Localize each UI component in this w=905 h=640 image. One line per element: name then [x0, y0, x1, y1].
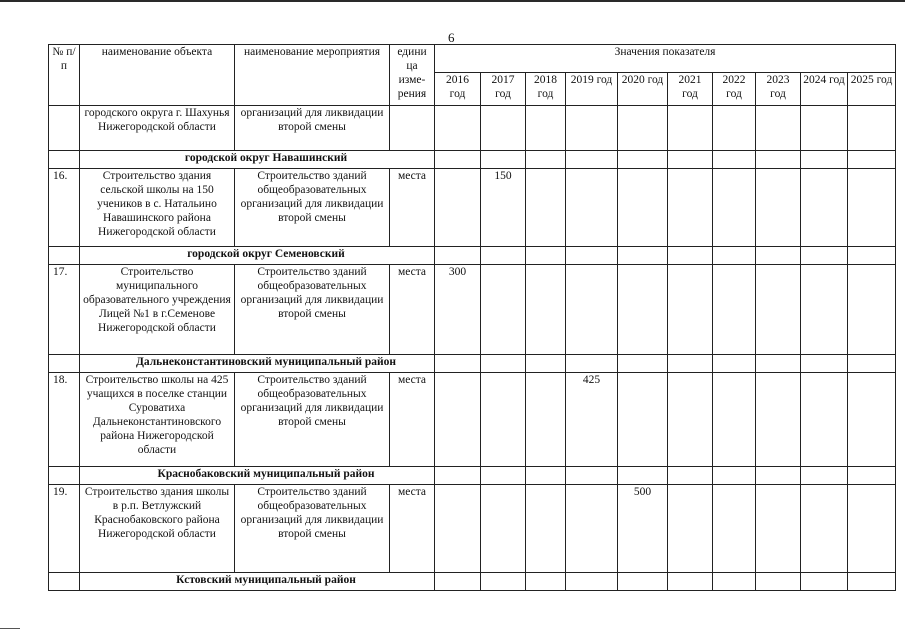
row-number: 18. — [49, 373, 80, 467]
value-cell — [566, 265, 618, 355]
section-empty-cell — [713, 573, 756, 591]
section-row — [49, 151, 896, 169]
section-empty-cell — [668, 573, 713, 591]
value-cell — [756, 373, 801, 467]
value-cell: 300 — [435, 265, 481, 355]
section-row — [49, 573, 896, 591]
row-number: 19. — [49, 485, 80, 573]
indicator-table — [48, 44, 896, 591]
value-cell — [713, 106, 756, 151]
section-empty-cell — [668, 355, 713, 373]
header-year: 2024 год — [801, 73, 848, 106]
value-cell — [801, 106, 848, 151]
section-empty-cell — [801, 467, 848, 485]
value-cell — [848, 106, 896, 151]
section-empty-cell — [481, 467, 526, 485]
object-name: Строительство муниципального образовательного учреждения Лицей №1 в г.Семенове Нижегородской области — [80, 265, 235, 355]
value-cell — [668, 169, 713, 247]
header-unit: едини ца изме- рения — [390, 45, 435, 106]
section-empty-cell — [618, 355, 668, 373]
unit-cell: места — [390, 169, 435, 247]
measure-name: организаций для ликвидации второй смены — [235, 106, 390, 151]
table-row — [49, 373, 896, 467]
section-empty-cell — [756, 467, 801, 485]
section-empty-cell — [526, 467, 566, 485]
section-title: Дальнеконстантиновский муниципальный район — [80, 355, 435, 373]
scan-edge-line — [0, 0, 905, 2]
section-empty-cell — [435, 573, 481, 591]
value-cell — [848, 485, 896, 573]
section-empty-cell — [618, 247, 668, 265]
section-empty-cell — [848, 467, 896, 485]
measure-name: Строительство зданий общеобразовательных организаций для ликвидации второй смены — [235, 265, 390, 355]
value-cell — [566, 169, 618, 247]
header-values-title: Значения показателя — [435, 45, 896, 73]
section-empty-cell — [526, 355, 566, 373]
section-no-cell — [49, 467, 80, 485]
table-row — [49, 485, 896, 573]
value-cell — [526, 169, 566, 247]
header-measure: наименование мероприятия — [235, 45, 390, 106]
section-empty-cell — [668, 151, 713, 169]
measure-name: Строительство зданий общеобразовательных организаций для ликвидации второй смены — [235, 485, 390, 573]
section-empty-cell — [435, 247, 481, 265]
unit-cell — [390, 106, 435, 151]
value-cell — [848, 169, 896, 247]
value-cell — [756, 485, 801, 573]
section-empty-cell — [848, 151, 896, 169]
section-empty-cell — [435, 151, 481, 169]
header-year: 2020 год — [618, 73, 668, 106]
section-no-cell — [49, 573, 80, 591]
unit-cell: места — [390, 265, 435, 355]
value-cell — [481, 373, 526, 467]
value-cell — [713, 169, 756, 247]
value-cell — [618, 373, 668, 467]
header-year: 2016 год — [435, 73, 481, 106]
value-cell — [668, 485, 713, 573]
object-name: Строительство здания сельской школы на 150 учеников в с. Натальино Навашинского района Нижегородской области — [80, 169, 235, 247]
section-title: городской округ Навашинский — [80, 151, 435, 169]
row-number: 17. — [49, 265, 80, 355]
unit-cell: места — [390, 485, 435, 573]
section-empty-cell — [756, 247, 801, 265]
value-cell: 425 — [566, 373, 618, 467]
object-name: городского округа г. Шахунья Нижегородской области — [80, 106, 235, 151]
section-empty-cell — [566, 573, 618, 591]
value-cell — [526, 106, 566, 151]
measure-name: Строительство зданий общеобразовательных организаций для ликвидации второй смены — [235, 373, 390, 467]
section-empty-cell — [668, 467, 713, 485]
section-title: городской округ Семеновский — [80, 247, 435, 265]
value-cell — [713, 485, 756, 573]
section-empty-cell — [756, 355, 801, 373]
value-cell — [481, 106, 526, 151]
section-title: Краснобаковский муниципальный район — [80, 467, 435, 485]
section-empty-cell — [713, 355, 756, 373]
section-empty-cell — [526, 573, 566, 591]
section-empty-cell — [848, 247, 896, 265]
section-empty-cell — [756, 573, 801, 591]
section-empty-cell — [801, 355, 848, 373]
value-cell — [756, 106, 801, 151]
section-no-cell — [49, 355, 80, 373]
value-cell — [668, 373, 713, 467]
section-title: Кстовский муниципальный район — [80, 573, 435, 591]
row-number: 16. — [49, 169, 80, 247]
section-empty-cell — [566, 355, 618, 373]
section-empty-cell — [618, 467, 668, 485]
table-row — [49, 169, 896, 247]
value-cell — [526, 265, 566, 355]
row-number — [49, 106, 80, 151]
section-empty-cell — [801, 247, 848, 265]
section-empty-cell — [481, 355, 526, 373]
section-row — [49, 467, 896, 485]
value-cell — [618, 106, 668, 151]
scan-margin-mark — [0, 628, 20, 629]
section-empty-cell — [713, 247, 756, 265]
value-cell — [848, 265, 896, 355]
section-empty-cell — [618, 573, 668, 591]
value-cell — [756, 265, 801, 355]
table-row — [49, 265, 896, 355]
section-empty-cell — [848, 573, 896, 591]
value-cell — [801, 373, 848, 467]
section-empty-cell — [526, 151, 566, 169]
value-cell: 500 — [618, 485, 668, 573]
header-year: 2018 год — [526, 73, 566, 106]
value-cell — [566, 485, 618, 573]
measure-name: Строительство зданий общеобразовательных организаций для ликвидации второй смены — [235, 169, 390, 247]
section-empty-cell — [435, 355, 481, 373]
table-row — [49, 106, 896, 151]
header-year: 2022 год — [713, 73, 756, 106]
section-no-cell — [49, 151, 80, 169]
section-empty-cell — [435, 467, 481, 485]
value-cell: 150 — [481, 169, 526, 247]
value-cell — [668, 106, 713, 151]
section-empty-cell — [801, 151, 848, 169]
header-year: 2025 год — [848, 73, 896, 106]
value-cell — [526, 485, 566, 573]
header-year: 2017 год — [481, 73, 526, 106]
value-cell — [618, 169, 668, 247]
section-empty-cell — [713, 151, 756, 169]
section-empty-cell — [566, 247, 618, 265]
section-empty-cell — [481, 573, 526, 591]
value-cell — [848, 373, 896, 467]
value-cell — [756, 169, 801, 247]
header-object: наименование объекта — [80, 45, 235, 106]
section-row — [49, 355, 896, 373]
value-cell — [801, 265, 848, 355]
unit-cell: места — [390, 373, 435, 467]
section-empty-cell — [481, 151, 526, 169]
section-empty-cell — [668, 247, 713, 265]
section-empty-cell — [481, 247, 526, 265]
value-cell — [435, 106, 481, 151]
header-year: 2019 год — [566, 73, 618, 106]
value-cell — [668, 265, 713, 355]
value-cell — [435, 373, 481, 467]
object-name: Строительство здания школы в р.п. Ветлужский Краснобаковского района Нижегородской области — [80, 485, 235, 573]
value-cell — [435, 485, 481, 573]
section-empty-cell — [848, 355, 896, 373]
section-empty-cell — [566, 467, 618, 485]
header-year: 2021 год — [668, 73, 713, 106]
value-cell — [481, 265, 526, 355]
section-empty-cell — [756, 151, 801, 169]
value-cell — [713, 373, 756, 467]
value-cell — [713, 265, 756, 355]
page-number: 6 — [448, 30, 455, 45]
value-cell — [481, 485, 526, 573]
section-empty-cell — [618, 151, 668, 169]
section-empty-cell — [566, 151, 618, 169]
value-cell — [801, 169, 848, 247]
value-cell — [435, 169, 481, 247]
section-empty-cell — [526, 247, 566, 265]
value-cell — [526, 373, 566, 467]
value-cell — [618, 265, 668, 355]
header-no: № п/п — [49, 45, 80, 106]
object-name: Строительство школы на 425 учащихся в поселке станции Суроватиха Дальнеконстантиновского района Нижегородской области — [80, 373, 235, 467]
value-cell — [566, 106, 618, 151]
section-no-cell — [49, 247, 80, 265]
header-year: 2023 год — [756, 73, 801, 106]
section-row — [49, 247, 896, 265]
section-empty-cell — [801, 573, 848, 591]
section-empty-cell — [713, 467, 756, 485]
value-cell — [801, 485, 848, 573]
